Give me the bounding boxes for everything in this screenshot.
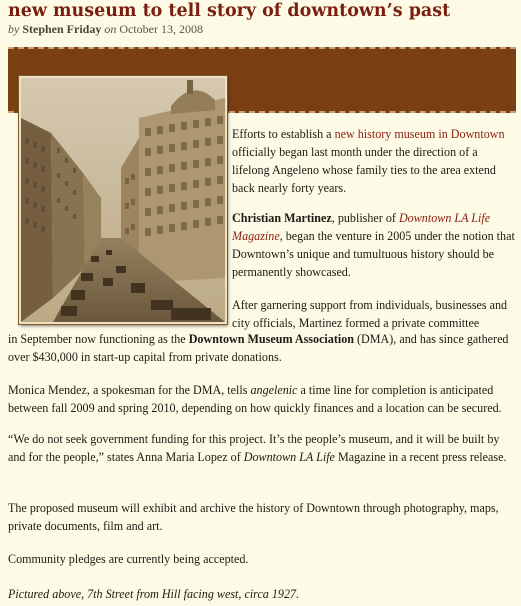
p3-after: (DMA), and has since gathered over $430,000 in start-up capital from private donations.	[8, 332, 509, 364]
publication-link[interactable]: Downtown LA Life Magazine	[232, 211, 491, 243]
street-photo-illustration	[21, 78, 225, 322]
p1-before: Efforts to establish a	[232, 127, 335, 141]
paragraph-5	[8, 430, 518, 466]
author-name[interactable]: Stephen Friday	[22, 22, 102, 36]
p3-before: in September now functioning as the	[8, 332, 189, 346]
paragraph-2	[232, 209, 515, 281]
paragraph-3-line-2	[8, 330, 518, 366]
p1-after: officially began last month under the direction of a lifelong Angeleno whose family ties to the area extend back nearly forty years.	[232, 145, 496, 195]
p5-before: “We do not seek government funding for this project. It’s the people’s museum, and it will be built by and for the people,” states Anna Maria Lopez of	[8, 432, 500, 464]
paragraph-4	[8, 381, 518, 417]
organization-name: Downtown Museum Association	[188, 332, 354, 346]
p4-after: a time line for completion is anticipated between fall 2009 and spring 2010, depending on how quickly finances and a location can be secured.	[8, 383, 502, 415]
byline-on: on	[104, 22, 117, 36]
person-name: Christian Martinez	[232, 211, 332, 225]
article-title: new museum to tell story of downtown’s past	[8, 1, 451, 21]
p2-mid: , publisher of	[331, 211, 399, 225]
paragraph-1	[232, 125, 515, 197]
p5-publication: Downtown LA Life	[243, 450, 335, 464]
p5-after: Magazine in a recent press release.	[334, 450, 507, 464]
publish-date: October 13, 2008	[119, 22, 203, 36]
byline-prefix: by	[8, 22, 20, 36]
paragraph-7: Community pledges are currently being accepted.	[8, 552, 249, 566]
p4-before: Monica Mendez, a spokesman for the DMA, tells	[8, 383, 251, 397]
paragraph-3-line-1: After garnering support from individuals, businesses and city officials, Martinez formed a private committee	[232, 298, 508, 330]
p2-after: , began the venture in 2005 under the notion that Downtown’s unique and tumultuous history should be permanently showcased.	[232, 229, 515, 279]
p4-publication: angelenic	[250, 383, 298, 397]
photo-caption: Pictured above, 7th Street from Hill facing west, circa 1927.	[8, 587, 300, 601]
museum-link[interactable]: new history museum in Downtown	[334, 127, 505, 141]
article-photo	[19, 76, 227, 324]
byline	[8, 22, 203, 37]
paragraph-6: The proposed museum will exhibit and archive the history of Downtown through photography, maps, private documents, film and art.	[8, 501, 499, 533]
